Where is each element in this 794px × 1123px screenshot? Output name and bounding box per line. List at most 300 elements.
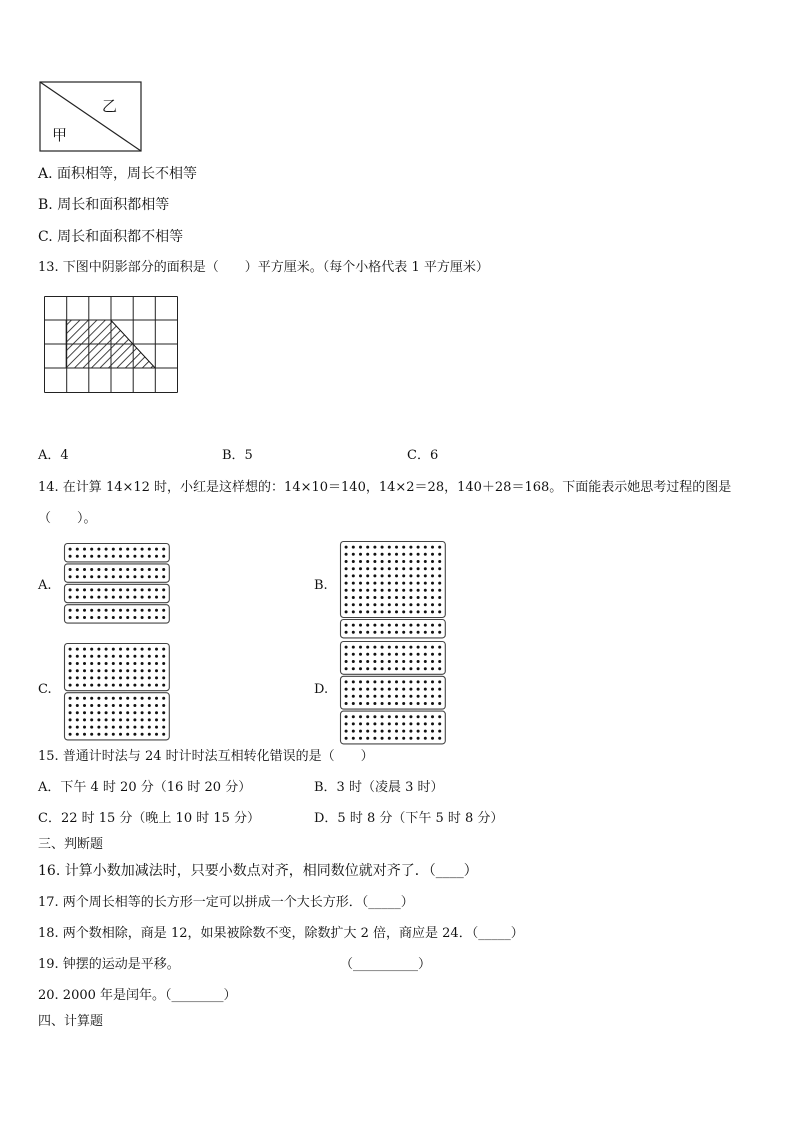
dot (409, 667, 412, 670)
dot (366, 546, 369, 549)
dot (402, 624, 405, 627)
dot (155, 588, 158, 591)
dot (155, 596, 158, 599)
dot (105, 555, 108, 558)
dot (345, 567, 348, 570)
dot (366, 702, 369, 705)
q12-option-b[interactable]: B. 周长和面积都相等 (38, 197, 170, 213)
dot (438, 660, 441, 663)
dot (119, 548, 122, 551)
dot (112, 616, 115, 619)
dot (409, 546, 412, 549)
dot (133, 676, 136, 679)
dot (162, 697, 165, 700)
dot-block-1 (341, 620, 446, 638)
dot (352, 715, 355, 718)
dot (119, 648, 122, 651)
dot (105, 575, 108, 578)
dot (431, 730, 434, 733)
dot (141, 548, 144, 551)
dot (345, 660, 348, 663)
dot (431, 737, 434, 740)
q14-label-c[interactable]: C. (38, 682, 52, 697)
dot (431, 653, 434, 656)
dot (345, 667, 348, 670)
dot (417, 680, 420, 683)
dot (352, 610, 355, 613)
dot (90, 568, 93, 571)
dot (366, 631, 369, 634)
dot (133, 568, 136, 571)
dot (76, 588, 79, 591)
dot (409, 688, 412, 691)
dot (417, 603, 420, 606)
dot (359, 589, 362, 592)
dot (381, 715, 384, 718)
dot (162, 648, 165, 651)
dot (438, 653, 441, 656)
dot (381, 589, 384, 592)
dot (409, 680, 412, 683)
dot (105, 726, 108, 729)
dot (97, 548, 100, 551)
dot (402, 553, 405, 556)
q15-option-d[interactable]: D．5 时 8 分（下午 5 时 8 分） (314, 811, 504, 826)
dot (359, 715, 362, 718)
q12-label-jia: 甲 (52, 126, 68, 144)
dot (126, 711, 129, 714)
dot (381, 574, 384, 577)
dot (395, 722, 398, 725)
dot (148, 575, 151, 578)
dot (359, 737, 362, 740)
q13-option-a[interactable]: A．4 (38, 448, 69, 463)
dot (97, 655, 100, 658)
dot (417, 546, 420, 549)
dot (148, 596, 151, 599)
dot (388, 646, 391, 649)
dot (352, 646, 355, 649)
dot (133, 655, 136, 658)
dot (133, 588, 136, 591)
dot (373, 695, 376, 698)
dot (119, 575, 122, 578)
dot (126, 733, 129, 736)
dot (431, 715, 434, 718)
dot (97, 718, 100, 721)
dot (373, 667, 376, 670)
dot (417, 646, 420, 649)
dot (409, 737, 412, 740)
dot (162, 616, 165, 619)
dot (148, 568, 151, 571)
dot (148, 548, 151, 551)
dot (424, 653, 427, 656)
q13-option-b[interactable]: B．5 (222, 448, 253, 463)
dot (366, 553, 369, 556)
dot (148, 726, 151, 729)
dot (83, 676, 86, 679)
dot (373, 730, 376, 733)
dot (417, 695, 420, 698)
dot (366, 589, 369, 592)
dot (359, 574, 362, 577)
dot (345, 730, 348, 733)
q12-option-a[interactable]: A. 面积相等，周长不相等 (38, 166, 198, 182)
q14-figure-a[interactable] (64, 543, 170, 629)
dot (352, 603, 355, 606)
dot (155, 718, 158, 721)
dot (431, 567, 434, 570)
dot (381, 730, 384, 733)
dot (90, 548, 93, 551)
dot (76, 711, 79, 714)
dot (359, 624, 362, 627)
dot (402, 610, 405, 613)
dot (388, 603, 391, 606)
dot (148, 655, 151, 658)
dot (417, 610, 420, 613)
dot (126, 726, 129, 729)
dot (388, 702, 391, 705)
dot (76, 726, 79, 729)
dot (402, 737, 405, 740)
dot (424, 737, 427, 740)
dot (133, 596, 136, 599)
dot (424, 631, 427, 634)
dot (141, 616, 144, 619)
dot (155, 648, 158, 651)
dot (352, 667, 355, 670)
dot (119, 711, 122, 714)
dot (417, 553, 420, 556)
dot (438, 722, 441, 725)
dot (373, 610, 376, 613)
dot (76, 733, 79, 736)
dot (162, 726, 165, 729)
dot (76, 648, 79, 651)
dot (373, 589, 376, 592)
dot (388, 660, 391, 663)
dot (366, 688, 369, 691)
dot (69, 697, 72, 700)
dot (352, 624, 355, 627)
dot (402, 730, 405, 733)
dot (395, 646, 398, 649)
dot (155, 609, 158, 612)
judgment-19-blank[interactable]: （__________） (340, 957, 432, 972)
dot (417, 631, 420, 634)
dot (359, 653, 362, 656)
q15-option-b[interactable]: B．3 时（凌晨 3 时） (314, 780, 444, 795)
dot (381, 695, 384, 698)
dot (395, 653, 398, 656)
dot (119, 616, 122, 619)
dot (366, 610, 369, 613)
dot (388, 596, 391, 599)
dot (409, 582, 412, 585)
dot (424, 596, 427, 599)
dot (409, 653, 412, 656)
dot (373, 653, 376, 656)
dot (112, 676, 115, 679)
q13-option-c[interactable]: C．6 (407, 448, 439, 463)
dot (424, 667, 427, 670)
dot (388, 722, 391, 725)
q15-option-a[interactable]: A．下午 4 时 20 分（16 时 20 分） (38, 780, 252, 795)
dot (162, 555, 165, 558)
dot (141, 676, 144, 679)
dot (366, 624, 369, 627)
dot (359, 646, 362, 649)
dot (162, 548, 165, 551)
dot (133, 669, 136, 672)
q14-label-d[interactable]: D. (314, 682, 329, 697)
dot (395, 567, 398, 570)
dot (90, 648, 93, 651)
dot (112, 555, 115, 558)
dot (345, 560, 348, 563)
dot (431, 553, 434, 556)
dot (105, 711, 108, 714)
dot (359, 610, 362, 613)
dot (366, 680, 369, 683)
dot (417, 730, 420, 733)
dot (424, 546, 427, 549)
dot (352, 546, 355, 549)
dot (359, 560, 362, 563)
dot (69, 718, 72, 721)
dot (388, 730, 391, 733)
dot (366, 646, 369, 649)
dot (431, 546, 434, 549)
dot (352, 582, 355, 585)
dot (112, 726, 115, 729)
dot (162, 568, 165, 571)
dot (345, 737, 348, 740)
dot (366, 582, 369, 585)
dot (417, 702, 420, 705)
dot (381, 631, 384, 634)
dot (395, 603, 398, 606)
dot (112, 609, 115, 612)
dot (359, 695, 362, 698)
dot (417, 722, 420, 725)
dot (381, 653, 384, 656)
dot (119, 697, 122, 700)
dot (359, 553, 362, 556)
dot (424, 624, 427, 627)
dot (155, 711, 158, 714)
q12-option-c[interactable]: C. 周长和面积都不相等 (38, 229, 184, 245)
q14-figure-c[interactable] (64, 643, 178, 736)
dot (162, 711, 165, 714)
dot (373, 574, 376, 577)
dot (373, 567, 376, 570)
dot (162, 669, 165, 672)
dot (141, 704, 144, 707)
dot (366, 667, 369, 670)
dot (119, 588, 122, 591)
dot (83, 718, 86, 721)
dot (133, 718, 136, 721)
dot (119, 718, 122, 721)
dot (402, 715, 405, 718)
dot (352, 560, 355, 563)
dot (97, 575, 100, 578)
dot (388, 688, 391, 691)
dot (133, 726, 136, 729)
dot (69, 568, 72, 571)
dot (83, 711, 86, 714)
dot (424, 574, 427, 577)
dot (76, 568, 79, 571)
dot (105, 548, 108, 551)
q14-label-a[interactable]: A. (38, 578, 52, 593)
dot (345, 589, 348, 592)
dot (366, 730, 369, 733)
dot (148, 704, 151, 707)
dot (133, 555, 136, 558)
q13-grid-figure (44, 296, 178, 394)
dot (119, 662, 122, 665)
dot (373, 715, 376, 718)
dot (409, 560, 412, 563)
dot (359, 667, 362, 670)
dot (119, 676, 122, 679)
dot (424, 660, 427, 663)
dot (373, 660, 376, 663)
dot (76, 596, 79, 599)
dot (155, 662, 158, 665)
dot (90, 616, 93, 619)
dot (97, 726, 100, 729)
dot (105, 655, 108, 658)
q14-label-b[interactable]: B. (314, 578, 328, 593)
dot (162, 662, 165, 665)
dot (133, 733, 136, 736)
dot (112, 662, 115, 665)
dot (90, 697, 93, 700)
dot (162, 655, 165, 658)
q14-stem-line1: 14. 在计算 14×12 时，小红是这样想的：14×10＝140，14×2＝28，140＋28＝168。下面能表示她思考过程的图是 (38, 480, 732, 495)
dot (90, 726, 93, 729)
dot (345, 715, 348, 718)
dot (345, 722, 348, 725)
dot (105, 718, 108, 721)
dot (438, 631, 441, 634)
dot (345, 574, 348, 577)
dot (366, 722, 369, 725)
dot (133, 684, 136, 687)
dot (155, 704, 158, 707)
dot (359, 680, 362, 683)
dot (395, 553, 398, 556)
dot (90, 588, 93, 591)
dot (90, 684, 93, 687)
q14-figure-d[interactable] (340, 641, 460, 737)
dot (417, 737, 420, 740)
dot (381, 624, 384, 627)
dot (438, 730, 441, 733)
dot (417, 667, 420, 670)
dot (417, 560, 420, 563)
dot (141, 718, 144, 721)
dot (69, 704, 72, 707)
dot (148, 616, 151, 619)
dot-block-0 (341, 642, 446, 675)
dot (83, 596, 86, 599)
dot (69, 648, 72, 651)
dot (366, 695, 369, 698)
dot (112, 704, 115, 707)
dot (162, 588, 165, 591)
dot (438, 596, 441, 599)
dot-block-0 (65, 544, 170, 562)
q14-figure-b[interactable] (340, 541, 452, 631)
dot (402, 574, 405, 577)
dot (90, 655, 93, 658)
dot (424, 722, 427, 725)
dot (359, 567, 362, 570)
dot (126, 718, 129, 721)
dot (409, 695, 412, 698)
dot (424, 553, 427, 556)
dot (381, 560, 384, 563)
dot (424, 582, 427, 585)
dot (366, 574, 369, 577)
dot (148, 588, 151, 591)
dot (141, 648, 144, 651)
dot (83, 568, 86, 571)
judgment-17: 17. 两个周长相等的长方形一定可以拼成一个大长方形．（_____） (38, 895, 414, 910)
dot (352, 553, 355, 556)
dot (162, 733, 165, 736)
dot (388, 560, 391, 563)
dot (366, 737, 369, 740)
dot (83, 648, 86, 651)
dot (97, 684, 100, 687)
dot (395, 631, 398, 634)
dot (345, 546, 348, 549)
dot (388, 553, 391, 556)
dot (90, 555, 93, 558)
dot (126, 662, 129, 665)
q15-option-c[interactable]: C．22 时 15 分（晚上 10 时 15 分） (38, 811, 261, 826)
dot (352, 653, 355, 656)
dot (69, 662, 72, 665)
dot (352, 722, 355, 725)
dot (126, 609, 129, 612)
dot (76, 669, 79, 672)
dot-block-0 (341, 542, 446, 618)
dot (112, 596, 115, 599)
dot (97, 648, 100, 651)
dot (352, 730, 355, 733)
dot (359, 702, 362, 705)
dot (373, 546, 376, 549)
dot (431, 610, 434, 613)
dot (112, 568, 115, 571)
dot (381, 610, 384, 613)
dot (148, 609, 151, 612)
dot (417, 574, 420, 577)
dot (431, 624, 434, 627)
dot (112, 588, 115, 591)
dot (438, 646, 441, 649)
dot (373, 582, 376, 585)
dot (141, 609, 144, 612)
